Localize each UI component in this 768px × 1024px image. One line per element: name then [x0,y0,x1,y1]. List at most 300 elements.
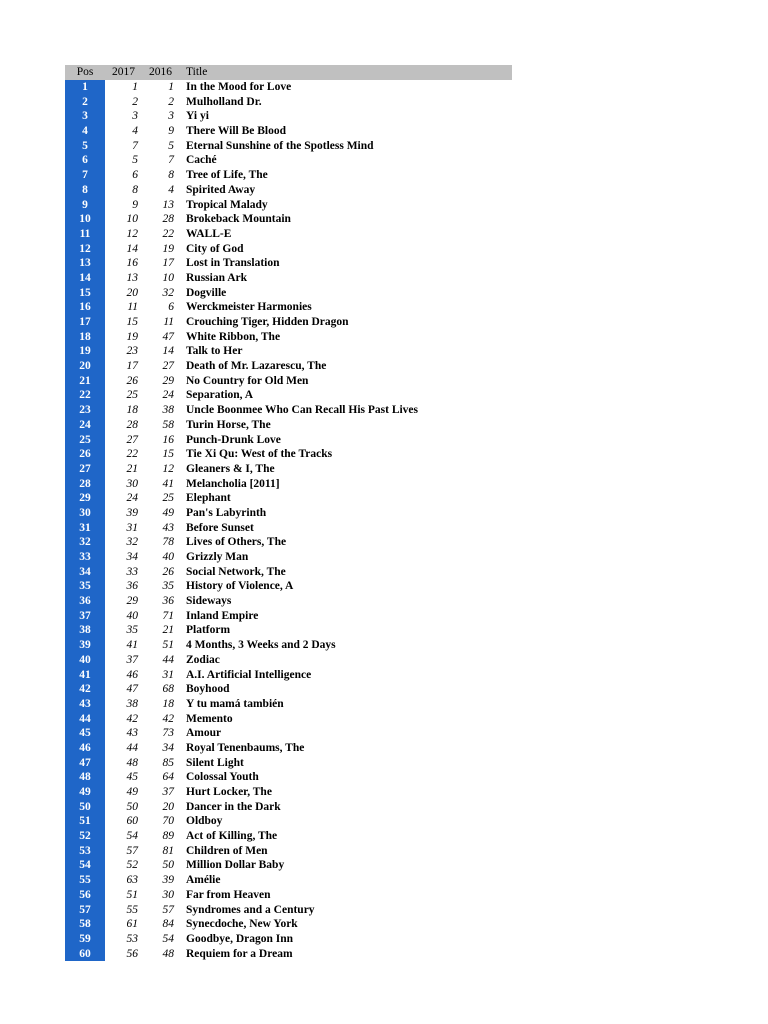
rank-cell: 33 [65,550,105,565]
table-row [65,286,512,301]
rank-2016-cell: 54 [162,932,174,945]
rank-2017-cell: 29 [126,595,138,608]
table-row [65,315,512,330]
rank-2017-cell: 34 [126,551,138,563]
table-row [65,917,512,932]
rank-cell: 47 [65,756,105,771]
rank-2016-cell: 37 [162,786,174,798]
table-row [65,447,512,462]
rank-2016-cell: 25 [162,492,174,505]
title-cell: Tree of Life, The [186,169,268,182]
title-cell: Eternal Sunshine of the Spotless Mind [186,139,374,152]
table-row [65,388,512,403]
rank-cell: 25 [65,433,105,448]
table-row [65,330,512,345]
rank-2016-cell: 81 [162,844,174,857]
title-cell: Amélie [186,874,221,887]
table-row [65,95,512,110]
rank-2017-cell: 3 [132,110,138,123]
rank-2016-cell: 43 [162,521,174,534]
rank-cell: 34 [65,565,105,580]
table-row [65,858,512,873]
table-row [65,359,512,374]
rank-cell: 49 [65,785,105,800]
rank-cell: 15 [65,286,105,301]
title-cell: Uncle Boonmee Who Can Recall His Past Lives [186,404,419,417]
rank-2017-cell: 16 [126,257,138,270]
title-cell: Melancholia [2011] [186,477,280,490]
rank-2017-cell: 18 [126,404,138,417]
title-cell: Syndromes and a Century [186,903,315,916]
title-cell: WALL-E [186,227,232,240]
rank-2016-cell: 48 [162,947,174,960]
rank-cell: 40 [65,653,105,668]
title-cell: Act of Killing, The [186,830,278,843]
title-cell: Tropical Malady [186,198,268,211]
rank-2016-cell: 73 [162,727,174,740]
title-cell: Yi yi [186,110,209,123]
table-row [65,682,512,697]
table-row [65,550,512,565]
rank-cell: 26 [65,447,105,462]
rank-2017-cell: 8 [132,183,138,196]
rank-2017-cell: 20 [126,286,138,299]
rank-cell: 10 [65,212,105,227]
rank-2017-cell: 42 [126,712,138,725]
rank-cell: 39 [65,638,105,653]
rank-cell: 53 [65,844,105,859]
title-cell: Elephant [186,492,231,505]
rank-cell: 20 [65,359,105,374]
rank-cell: 9 [65,198,105,213]
table-row [65,183,512,198]
rank-2016-cell: 34 [162,741,174,754]
table-row [65,256,512,271]
rank-cell: 37 [65,609,105,624]
rank-2016-cell: 1 [168,81,174,93]
title-cell: Tie Xi Qu: West of the Tracks [186,448,333,461]
rank-cell: 43 [65,697,105,712]
table-body [65,80,512,961]
title-cell: Spirited Away [186,183,256,196]
rank-cell: 13 [65,256,105,271]
title-cell: Werckmeister Harmonies [186,301,312,314]
rank-2017-cell: 50 [126,800,138,813]
title-cell: Death of Mr. Lazarescu, The [186,360,327,373]
rank-2016-cell: 5 [168,139,174,152]
table-row [65,462,512,477]
rank-2016-cell: 51 [162,639,174,652]
rank-2017-cell: 26 [126,374,138,387]
title-cell: Zodiac [186,653,220,666]
rank-2017-cell: 21 [126,462,138,475]
table-row [65,638,512,653]
table-row [65,785,512,800]
title-cell: Amour [186,727,222,740]
rank-2017-cell: 57 [126,844,138,857]
rank-2017-cell: 61 [126,918,138,931]
table-row [65,888,512,903]
rank-cell: 58 [65,917,105,932]
rank-cell: 6 [65,153,105,168]
rank-2017-cell: 49 [126,786,138,798]
rank-cell: 56 [65,888,105,903]
table-row [65,903,512,918]
rank-cell: 32 [65,535,105,550]
title-cell: Dogville [186,286,227,299]
title-cell: Before Sunset [186,521,254,534]
rank-cell: 54 [65,858,105,873]
title-cell: Grizzly Man [186,551,249,563]
title-cell: Sideways [186,595,232,608]
rank-2017-cell: 41 [126,639,138,652]
rank-2016-cell: 19 [162,242,174,255]
table-row [65,477,512,492]
title-cell: White Ribbon, The [186,330,281,343]
title-cell: 4 Months, 3 Weeks and 2 Days [186,639,336,652]
table-row [65,168,512,183]
title-cell: Punch-Drunk Love [186,433,281,446]
rank-cell: 46 [65,741,105,756]
title-cell: Lost in Translation [186,257,280,270]
rank-2017-cell: 17 [126,360,138,373]
header-pos: Pos [76,66,94,78]
rank-2017-cell: 52 [126,859,138,872]
rank-cell: 24 [65,418,105,433]
rank-cell: 38 [65,623,105,638]
rank-cell: 17 [65,315,105,330]
rank-2016-cell: 11 [163,316,174,328]
rank-2016-cell: 35 [162,580,174,593]
title-cell: Far from Heaven [186,888,271,901]
table-row [65,947,512,962]
table-header [65,65,512,80]
rank-2017-cell: 63 [126,874,138,887]
rank-2016-cell: 7 [168,154,174,167]
table-row [65,109,512,124]
title-cell: Synecdoche, New York [186,918,298,931]
table-row [65,227,512,242]
rank-cell: 29 [65,491,105,506]
rank-2017-cell: 19 [126,330,138,343]
table-row [65,829,512,844]
title-cell: History of Violence, A [186,580,294,593]
table-row [65,609,512,624]
table-row [65,623,512,638]
rank-2016-cell: 28 [162,213,174,226]
title-cell: City of God [186,242,244,255]
rank-2017-cell: 12 [126,227,138,240]
rank-2017-cell: 9 [132,198,138,211]
table-row [65,814,512,829]
title-cell: Silent Light [186,756,244,769]
rank-cell: 1 [65,80,105,95]
title-cell: Inland Empire [186,609,259,622]
table-row [65,491,512,506]
header-2017: 2017 [112,66,135,78]
rank-cell: 59 [65,932,105,947]
title-cell: Y tu mamá también [186,697,284,710]
table-row [65,271,512,286]
title-cell: Pan's Labyrinth [186,506,267,519]
title-cell: Lives of Others, The [186,536,287,549]
rank-cell: 2 [65,95,105,110]
rank-2016-cell: 13 [162,198,174,211]
rank-2017-cell: 38 [126,697,138,710]
rank-2017-cell: 33 [126,565,138,578]
table-row [65,124,512,139]
rank-2017-cell: 13 [126,271,138,284]
rank-cell: 50 [65,800,105,815]
rank-2016-cell: 71 [162,609,174,622]
rank-cell: 19 [65,344,105,359]
rank-cell: 23 [65,403,105,418]
rank-cell: 28 [65,477,105,492]
rank-2017-cell: 25 [126,389,138,402]
rank-2017-cell: 45 [126,771,138,784]
table-row [65,653,512,668]
table-row [65,800,512,815]
rank-2017-cell: 53 [126,932,138,945]
rank-2016-cell: 8 [168,169,174,182]
rank-2016-cell: 38 [162,404,174,417]
title-cell: Goodbye, Dragon Inn [186,932,294,945]
rank-2017-cell: 11 [127,301,138,314]
rank-2016-cell: 64 [162,771,174,784]
rank-cell: 52 [65,829,105,844]
rank-2017-cell: 39 [126,506,138,519]
table-row [65,300,512,315]
rank-2017-cell: 55 [126,903,138,916]
rank-2016-cell: 29 [162,374,174,387]
rank-cell: 42 [65,682,105,697]
rank-cell: 35 [65,579,105,594]
table-row [65,521,512,536]
table-row [65,344,512,359]
rank-2016-cell: 58 [162,418,174,431]
rank-cell: 27 [65,462,105,477]
rank-2016-cell: 15 [162,448,174,461]
title-cell: Requiem for a Dream [186,947,293,960]
rank-2016-cell: 14 [162,345,174,358]
rank-2017-cell: 44 [126,741,138,754]
table-row [65,770,512,785]
title-cell: No Country for Old Men [186,374,309,387]
rank-cell: 5 [65,139,105,154]
rank-2017-cell: 23 [126,345,138,358]
table-row [65,594,512,609]
table-row [65,844,512,859]
rank-2017-cell: 37 [126,653,138,666]
rank-2016-cell: 16 [162,433,174,446]
rank-2017-cell: 28 [126,418,138,431]
rank-2017-cell: 15 [126,316,138,328]
table-row [65,139,512,154]
title-cell: Brokeback Mountain [186,213,291,226]
table-row [65,153,512,168]
rank-2017-cell: 5 [132,154,138,167]
rank-cell: 51 [65,814,105,829]
table-row [65,418,512,433]
table-row [65,242,512,257]
rank-2016-cell: 57 [162,903,174,916]
rank-2016-cell: 50 [162,859,174,872]
rank-cell: 48 [65,770,105,785]
title-cell: Royal Tenenbaums, The [186,741,305,754]
title-cell: Hurt Locker, The [186,786,272,798]
table-row [65,668,512,683]
rank-2016-cell: 42 [162,712,174,725]
table-row [65,726,512,741]
rank-2017-cell: 4 [132,125,138,138]
rank-2017-cell: 36 [126,580,138,593]
rank-2016-cell: 20 [162,800,174,813]
rank-2016-cell: 2 [168,95,174,108]
rank-2017-cell: 31 [126,521,138,534]
rank-cell: 12 [65,242,105,257]
title-cell: Colossal Youth [186,771,259,784]
table-row [65,80,512,95]
table-row [65,756,512,771]
rank-2016-cell: 17 [162,257,174,270]
rank-2016-cell: 6 [168,301,174,314]
rank-2016-cell: 40 [162,551,174,563]
title-cell: Memento [186,712,233,725]
title-cell: There Will Be Blood [186,125,287,138]
rank-cell: 44 [65,712,105,727]
table-row [65,433,512,448]
table-row [65,212,512,227]
rank-2017-cell: 43 [126,727,138,740]
table-row [65,535,512,550]
rank-cell: 57 [65,903,105,918]
rank-cell: 4 [65,124,105,139]
rank-2017-cell: 2 [132,95,138,108]
rank-2017-cell: 54 [126,830,138,843]
table-row [65,873,512,888]
title-cell: Social Network, The [186,565,286,578]
rank-2017-cell: 47 [126,683,138,696]
rank-cell: 30 [65,506,105,521]
rank-cell: 14 [65,271,105,286]
rank-cell: 55 [65,873,105,888]
rank-2016-cell: 47 [162,330,174,343]
title-cell: Boyhood [186,683,230,696]
rank-2017-cell: 7 [132,139,138,152]
table-row [65,403,512,418]
title-cell: Gleaners & I, The [186,462,275,475]
title-cell: Talk to Her [186,345,243,358]
rank-2016-cell: 3 [168,110,174,123]
title-cell: A.I. Artificial Intelligence [186,668,312,681]
table-row [65,579,512,594]
rank-2016-cell: 44 [162,653,174,666]
rank-2016-cell: 36 [162,595,174,608]
rank-2017-cell: 24 [126,492,138,505]
title-cell: Oldboy [186,815,223,828]
rank-2017-cell: 40 [126,609,138,622]
table-row [65,506,512,521]
rank-2016-cell: 27 [162,360,174,373]
rank-2016-cell: 30 [162,888,174,901]
rank-cell: 11 [65,227,105,242]
rank-cell: 8 [65,183,105,198]
ranking-table [65,65,512,961]
rank-2016-cell: 4 [168,183,174,196]
rank-cell: 31 [65,521,105,536]
rank-2017-cell: 22 [126,448,138,461]
rank-2016-cell: 84 [162,918,174,931]
rank-cell: 21 [65,374,105,389]
title-cell: Separation, A [186,389,254,402]
table-row [65,565,512,580]
rank-2016-cell: 68 [162,683,174,696]
rank-2016-cell: 85 [162,756,174,769]
rank-cell: 22 [65,388,105,403]
rank-2017-cell: 32 [126,536,138,549]
table-row [65,374,512,389]
table-row [65,198,512,213]
rank-2016-cell: 32 [162,286,174,299]
rank-cell: 3 [65,109,105,124]
rank-2016-cell: 41 [162,477,174,490]
rank-2016-cell: 10 [162,271,174,284]
title-cell: Mulholland Dr. [186,95,262,108]
rank-cell: 16 [65,300,105,315]
rank-cell: 45 [65,726,105,741]
rank-2016-cell: 70 [162,815,174,828]
rank-2017-cell: 56 [126,947,138,960]
table-row [65,712,512,727]
rank-2017-cell: 14 [126,242,138,255]
rank-cell: 41 [65,668,105,683]
title-cell: Russian Ark [186,271,248,284]
table-row [65,741,512,756]
title-cell: Crouching Tiger, Hidden Dragon [186,316,349,328]
rank-2017-cell: 51 [126,888,138,901]
rank-2016-cell: 49 [162,506,174,519]
rank-2016-cell: 21 [162,624,174,637]
rank-2016-cell: 9 [168,125,174,138]
rank-2017-cell: 30 [126,477,138,490]
title-cell: Platform [186,624,231,637]
rank-2016-cell: 26 [162,565,174,578]
rank-2016-cell: 78 [162,536,174,549]
rank-cell: 18 [65,330,105,345]
rank-2017-cell: 10 [126,213,138,226]
rank-2017-cell: 27 [126,433,138,446]
rank-2016-cell: 22 [162,227,174,240]
rank-2016-cell: 39 [162,874,174,887]
header-title: Title [186,66,208,78]
rank-2016-cell: 18 [162,697,174,710]
rank-2016-cell: 89 [162,830,174,843]
title-cell: Dancer in the Dark [186,800,281,813]
header-2016: 2016 [149,66,172,78]
rank-2017-cell: 48 [126,756,138,769]
rank-2016-cell: 24 [162,389,174,402]
rank-cell: 60 [65,947,105,962]
title-cell: Turin Horse, The [186,418,271,431]
title-cell: Million Dollar Baby [186,859,285,872]
rank-cell: 36 [65,594,105,609]
title-cell: Caché [186,154,217,167]
title-cell: In the Mood for Love [186,81,292,93]
rank-2017-cell: 6 [132,169,138,182]
table-row [65,932,512,947]
rank-cell: 7 [65,168,105,183]
rank-2016-cell: 31 [162,668,174,681]
